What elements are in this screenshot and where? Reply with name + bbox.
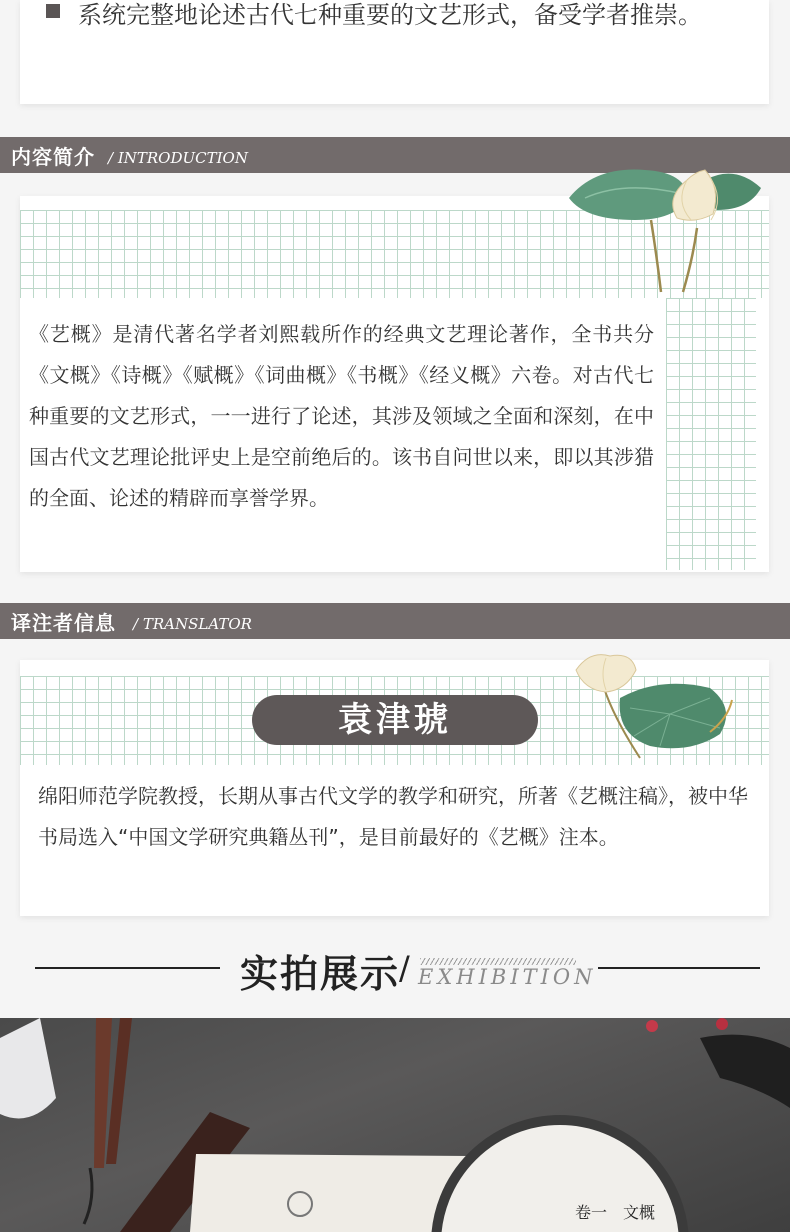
exhibition-subtitle: EXHIBITION [418,965,597,989]
product-photo [0,1018,790,1232]
translator-section-header [0,603,790,639]
square-bullet-icon [46,4,60,18]
book-photo-illustration [0,1018,790,1232]
lotus-flower-icon [570,648,740,766]
translator-header-subtitle: / TRANSLATOR [133,615,252,633]
exhibition-left-rule [35,967,220,969]
intro-body-text: 《艺概》是清代著名学者刘熙载所作的经典文艺理论著作，全书共分《文概》《诗概》《赋概》《词曲概》《书概》《经义概》六卷。对古代七种重要的文艺形式，一一进行了论述，其涉及领域之全面和深刻，在中国古代文艺理论批评史上是空前绝后的。该书自问世以来，即以其涉猎的全面、论述的精辟而享誉学界。 [29,322,654,510]
exhibition-title: 实拍展示 [240,951,401,996]
translator-name-badge: 袁津琥 [252,695,538,745]
book-heading-text: 卷一 文概 [575,1203,656,1222]
intro-header-title: 内容简介 [11,145,95,169]
exhibition-right-rule [598,967,760,969]
translator-body-text: 绵阳师范学院教授，长期从事古代文学的教学和研究，所著《艺概注稿》，被中华书局选入“中国文学研究典籍丛刊”，是目前最好的《艺概》注本。 [38,784,748,849]
top-feature-card [20,0,769,104]
hatch-decoration [420,958,576,965]
exhibition-slash: / [399,949,410,987]
feature-bullet-text: 系统完整地论述古代七种重要的文艺形式，备受学者推崇。 [78,1,702,29]
grid-paper-column-decoration [666,298,756,570]
translator-header-title: 译注者信息 [11,611,116,635]
intro-header-subtitle: / INTRODUCTION [108,149,248,167]
lotus-leaf-icon [565,158,765,294]
